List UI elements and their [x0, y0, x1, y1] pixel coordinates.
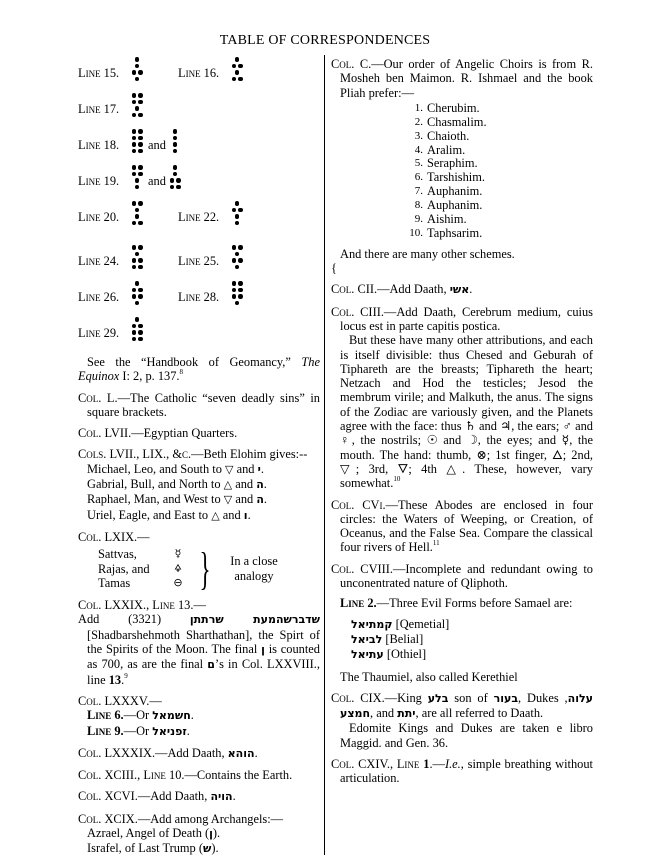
geomancy-row — [78, 317, 320, 353]
choir-item: 6. Tarshishim. — [414, 170, 485, 185]
entry-cols-lvii-lix: Cols. LVII., LIX., &c.—Beth Elohim gives:-- Michael, Leo, and South to ▽ and י. Gabrial, Bull, and North to △ and ה. Raphael, Man, and West to ▽ and ה. Uriel, Eagle, and East to △ and ו. — [78, 447, 320, 522]
geomantic-figure-icon — [231, 281, 243, 307]
choir-item: 5. Seraphim. — [414, 156, 478, 171]
entry-col-xcvi: Col. XCVI.—Add Daath, הויה. — [78, 789, 236, 804]
entry-col-cvi: Col. CVi.—These Abodes are enclosed in four circles: the Waters of Weeping, or Creation, of Oceanus, and the False Sea. Compare the classical four rivers of Hell.$^{11}$ — [331, 497, 594, 555]
footnote-ref[interactable]: 8 — [179, 368, 184, 377]
page-title: TABLE OF CORRESPONDENCES — [219, 33, 431, 48]
geomantic-figure-icon — [131, 57, 143, 83]
footnote-ref[interactable]: 10 — [393, 475, 401, 484]
entry-col-lxxxix: Col. LXXXIX.—Add Daath, הוהא. — [78, 745, 258, 760]
geomancy-line-label: Line 17. — [78, 102, 120, 116]
geomancy-row — [78, 57, 320, 93]
geomancy-joiner: and — [148, 174, 166, 188]
geomancy-line-label: Line 26. — [78, 290, 120, 304]
geomancy-line-label: Line 19. — [78, 174, 120, 188]
choir-item: 8. Auphanim. — [414, 198, 483, 213]
angelic-choirs-list — [399, 101, 593, 240]
geomancy-line-label: Line 28. — [178, 290, 220, 304]
choir-item: 3. Chaioth. — [414, 128, 470, 143]
entry-col-l: Col. L.—The Catholic “seven deadly sins” in square brackets. — [78, 390, 320, 419]
geomancy-row — [78, 129, 320, 165]
geomancy-line-label: Line 16. — [178, 66, 220, 80]
quarter-line: Uriel, Eagle, and East to △ and ו. — [87, 507, 251, 522]
choir-item: 7. Auphanim. — [414, 184, 483, 199]
entry-col-xcix: Col. XCIX.—Add among Archangels:— Azrael, Angel of Death (ן). Israfel, of Last Trump (ש). — [78, 811, 284, 856]
right-column — [331, 57, 593, 793]
earth-triangle-icon: △ — [211, 508, 220, 522]
footnote-ref[interactable]: 9 — [124, 671, 128, 680]
geomancy-row — [78, 165, 320, 201]
entry-col-lxxxv: Col. LXXXV.— Line 6.—Or חשמאל. Line 9.—Or זפניאל. — [78, 693, 194, 738]
choir-item: 1. Cherubim. — [414, 100, 480, 115]
geomantic-figure-icon — [131, 201, 143, 227]
quarter-line: Michael, Leo, and South to ▽ and י. — [87, 461, 264, 476]
geomancy-line-label: Line 22. — [178, 210, 220, 224]
choir-item: 9. Aishim. — [414, 212, 467, 227]
geomancy-line-label: Line 20. — [78, 210, 120, 224]
entry-col-cviii: Col. CVIII.—Incomplete and redundant owing to unconentrated nature of Qliphoth. Line 2.—Three Evil Forms before Samael are: קמתיאל [Qemetial] לביאל [Belial] עתיאל [Othiel] The Thaumiel, also called Kerethiel — [331, 561, 593, 684]
column-divider — [324, 55, 325, 855]
geomancy-row — [78, 201, 320, 245]
geomancy-figures — [78, 57, 320, 353]
geomantic-figure-icon — [131, 93, 143, 119]
geomancy-joiner: and — [148, 138, 166, 152]
entry-col-c: Col. C.—Our order of Angelic Choirs is from R. Mosheh ben Maimon. R. Ishmael and the book Pliah prefer:— 1. Cherubim. 2. Chasmalim. 3. Chaioth. 4. Aralim. 5. Seraphim. 6. Tarshishim. 7. Auphanim. 8. Auphanim. 9. Aishim. 10. Taphsarim. And there are many other schemes. { — [331, 57, 593, 276]
geomantic-figure-icon — [169, 129, 181, 155]
entry-col-cix: Col. CIX.—King בלע son of בעור, Dukes עלוה, חמצע, and יתת, are all referred to Daath. Edomite Kings and Dukes are taken e libro Maggid. and Gen. 36. — [331, 690, 593, 750]
geomancy-row — [78, 281, 320, 317]
choir-item: 10. Taphsarim. — [409, 225, 483, 240]
left-column — [78, 57, 320, 864]
geomantic-figure-icon — [131, 129, 143, 155]
footnote-ref[interactable]: 11 — [432, 539, 440, 548]
entry-col-lxxix: Col. LXXIX., Line 13.— Add (3321) שדברשהמעת שרתתן [Shadbarshehmoth Sharthathan], the Spirt of the Spirits of the Moon. The final ן is counted as 700, as are the final ם’s in Col. LXXVIII., line 13.$^9$ — [78, 598, 321, 687]
sulphur-icon: 🜍 — [174, 561, 182, 575]
entry-col-ciii: Col. CIII.—Add Daath, Cerebrum medium, cuius locus est in parte capitis postica. But these have many other attributions, and each is itself divisible: thus Chesed and Geburah of Tiphareth are the breasts; Tiphareth the heart; Netzach and Hod the testicles; Jesod the membrum virile; and Malkuth, the anus. The signs of the Zodiac are variously given, and the Planets agree with the face: thus ♄ and ♃, the ears; ♂ and ♀, the nostrils; ☉ and ☽, the eyes; and ☿, the mouth. The hand: thumb, ⊗; 1st finger, 🜂; 2nd, ▽; 3rd, 🜄; 4th △. These, however, vary somewhat.$^{10}$ — [331, 304, 593, 491]
geomantic-figure-icon — [131, 317, 143, 343]
geomancy-line-label: Line 25. — [178, 254, 220, 268]
air-triangle-icon: ▽ — [223, 493, 233, 507]
geomancy-row — [78, 93, 320, 129]
gunas-note: In a close analogy — [230, 554, 278, 583]
gunas-table: Sattvas, Rajas, and Tamas ☿ 🜍 ⊖ } In a close analogy — [98, 547, 320, 590]
salt-icon: ⊖ — [173, 575, 183, 589]
quarter-line: Gabrial, Bull, and North to △ and ה. — [87, 477, 267, 492]
geomantic-figure-icon — [131, 281, 143, 307]
geomantic-figure-icon — [131, 245, 143, 271]
evil-forms-list: קמתיאל [Qemetial] לביאל [Belial] עתיאל [Othiel] — [351, 616, 450, 662]
entry-col-lxix: Col. LXIX.— Sattvas, Rajas, and Tamas ☿ 🜍 ⊖ } In a close analogy — [78, 530, 320, 590]
geomancy-line-label: Line 18. — [78, 138, 120, 152]
hebrew-name: שדברשהמעת שרתתן — [189, 613, 320, 627]
brace: } — [199, 542, 211, 594]
fire-triangle-icon: △ — [223, 478, 233, 492]
mercury-icon: ☿ — [174, 547, 182, 561]
geomantic-figure-icon — [231, 201, 243, 227]
geomantic-figure-icon — [131, 165, 143, 191]
geomancy-row — [78, 245, 320, 281]
geomancy-line-label: Line 24. — [78, 254, 120, 268]
choir-item: 4. Aralim. — [414, 142, 466, 157]
entry-col-cii: Col. CII.—Add Daath, אשי. — [331, 282, 473, 297]
choir-item: 2. Chasmalim. — [414, 114, 487, 129]
geomancy-line-label: Line 15. — [78, 66, 120, 80]
entry-col-cxiv: Col. CXIV., Line 1.—I.e., simple breathing without articulation. — [331, 757, 593, 786]
geomancy-note: See the “Handbook of Geomancy,” The Equinox I: 2, p. 137.$^8$ — [78, 355, 320, 384]
entry-col-xciii: Col. XCIII., Line 10.—Contains the Earth. — [78, 768, 293, 783]
geomantic-figure-icon — [231, 57, 243, 83]
choir-brace: { — [331, 261, 337, 276]
water-triangle-icon: ▽ — [225, 462, 234, 476]
quarter-line: Raphael, Man, and West to ▽ and ה. — [87, 492, 267, 507]
geomantic-figure-icon — [231, 245, 243, 271]
entry-col-lvii: Col. LVII.—Egyptian Quarters. — [78, 426, 238, 441]
geomancy-line-label: Line 29. — [78, 326, 120, 340]
geomantic-figure-icon — [169, 165, 181, 191]
